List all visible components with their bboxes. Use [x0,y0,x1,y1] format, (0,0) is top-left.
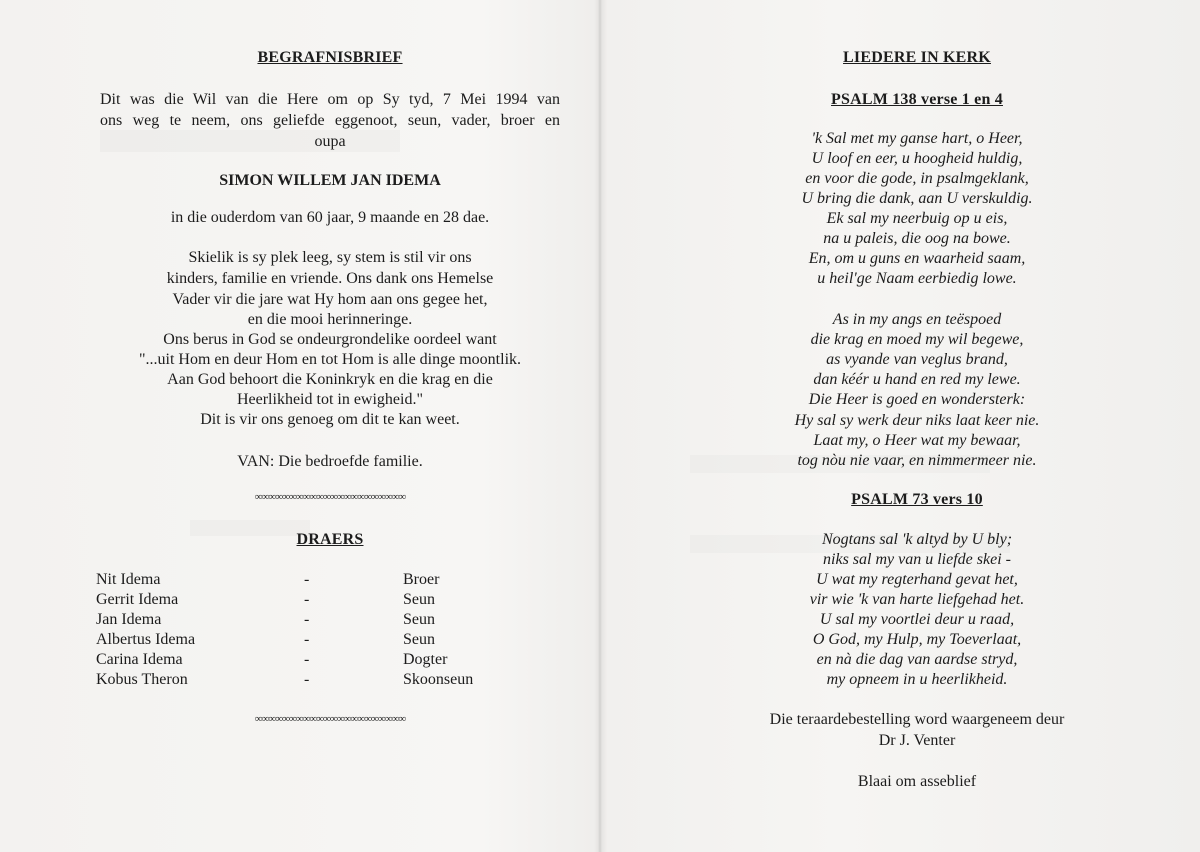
bearer-relation: Skoonseun [403,671,474,688]
bearer-relation: Seun [403,631,435,648]
bearer-name: Kobus Theron [96,671,188,688]
bearer-name: Carina Idema [96,651,183,668]
psalm-line: dan kéér u hand en red my lewe. [813,371,1021,388]
bearer-dash: - [304,631,310,648]
closing-line: Die teraardebestelling word waargeneem deur [769,711,1065,728]
message-line: Vader vir die jare wat Hy hom aan ons gegee het, [172,291,488,308]
bearer-row [96,590,516,610]
psalm-line: en voor die gode, in psalmgeklank, [805,170,1029,187]
psalm-line: my opneem in u heerlikheid. [826,671,1008,688]
age-line: in die ouderdom van 60 jaar, 9 maande en 28 dae. [170,209,490,226]
psalm-line: U wat my regterhand gevat het, [816,571,1018,588]
message-line: Ons berus in God se ondeurgrondelike oordeel want [163,331,497,348]
psalm-line: Nogtans sal 'k altyd by U bly; [821,531,1013,548]
bearer-relation: Broer [403,571,440,588]
message-line: Dit is vir ons genoeg om dit te kan weet. [200,411,460,428]
deceased-name: SIMON WILLEM JAN IDEMA [219,172,441,189]
psalm-line: Die Heer is goed en wondersterk: [808,391,1026,408]
bearer-row [96,570,516,590]
bearer-name: Albertus Idema [96,631,196,648]
turn-over-note: Blaai om asseblief [857,773,977,790]
bearer-dash: - [304,651,310,668]
psalm-line: as vyande van veglus brand, [826,351,1008,368]
message-line: en die mooi herinneringe. [247,311,413,328]
ornament-divider: ∞∞∞∞∞∞∞∞∞∞∞∞∞∞∞∞∞∞∞∞∞∞ [254,491,406,503]
psalm-line: vir wie 'k van harte liefgehad het. [809,591,1025,608]
bearer-name: Gerrit Idema [96,591,179,608]
bearer-dash: - [304,671,310,688]
bearer-row [96,630,516,650]
bearer-row [96,650,516,670]
closing-line: Dr J. Venter [878,732,956,749]
bearer-relation: Seun [403,611,435,628]
bearer-name: Nit Idema [96,571,161,588]
psalm-line: As in my angs en teëspoed [832,311,1002,328]
message-line: "...uit Hom en deur Hom en tot Hom is alle dinge moontlik. [138,351,522,368]
psalm-line: O God, my Hulp, my Toeverlaat, [812,631,1022,648]
psalm-line: 'k Sal met my ganse hart, o Heer, [811,130,1023,147]
intro-line: ons weg te neem, ons geliefde eggenoot, seun, vader, broer en [100,112,560,129]
bearer-dash: - [304,571,310,588]
psalm-line: na u paleis, die oog na bowe. [823,230,1011,247]
bearer-dash: - [304,591,310,608]
bearer-relation: Seun [403,591,435,608]
psalm-line: En, om u guns en waarheid saam, [808,250,1026,267]
psalm-line: U loof en eer, u hoogheid huldig, [811,150,1023,167]
psalm-line: U sal my voortlei deur u raad, [819,611,1015,628]
psalm-line: Ek sal my neerbuig op u eis, [826,210,1008,227]
funeral-letter-heading: BEGRAFNISBRIEF [257,49,403,66]
bearers-heading: DRAERS [296,531,364,548]
songs-heading: LIEDERE IN KERK [843,49,991,66]
psalm-line: Laat my, o Heer wat my bewaar, [813,432,1021,449]
message-line: Aan God behoort die Koninkryk en die krag en die [167,371,493,388]
psalm-line: niks sal my van u liefde skei - [823,551,1011,568]
ornament-divider: ∞∞∞∞∞∞∞∞∞∞∞∞∞∞∞∞∞∞∞∞∞∞ [254,713,406,725]
message-line: kinders, familie en vriende. Ons dank ons Hemelse [166,270,494,287]
from-line: VAN: Die bedroefde familie. [237,453,423,470]
message-line: Skielik is sy plek leeg, sy stem is stil vir ons [188,249,472,266]
bearer-name: Jan Idema [96,611,162,628]
psalm-line: tog nòu nie vaar, en nimmermeer nie. [797,452,1037,469]
psalm-73-title: PSALM 73 vers 10 [851,491,983,508]
message-line: Heerlikheid tot in ewigheid." [236,391,424,408]
psalm-line: die krag en moed my wil begewe, [810,331,1024,348]
bearer-row [96,610,516,630]
intro-line: oupa [314,133,346,150]
bearer-relation: Dogter [403,651,448,668]
bearer-dash: - [304,611,310,628]
psalm-138-title: PSALM 138 verse 1 en 4 [831,91,1003,108]
psalm-line: U bring die dank, aan U verskuldig. [801,190,1033,207]
bearer-row [96,670,516,690]
psalm-line: en nà die dag van aardse stryd, [816,651,1018,668]
psalm-line: u heil'ge Naam eerbiedig lowe. [817,270,1017,287]
intro-line: Dit was die Wil van die Here om op Sy tyd, 7 Mei 1994 van [100,91,560,108]
right-page [600,0,1200,852]
psalm-line: Hy sal sy werk deur niks laat keer nie. [794,412,1040,429]
